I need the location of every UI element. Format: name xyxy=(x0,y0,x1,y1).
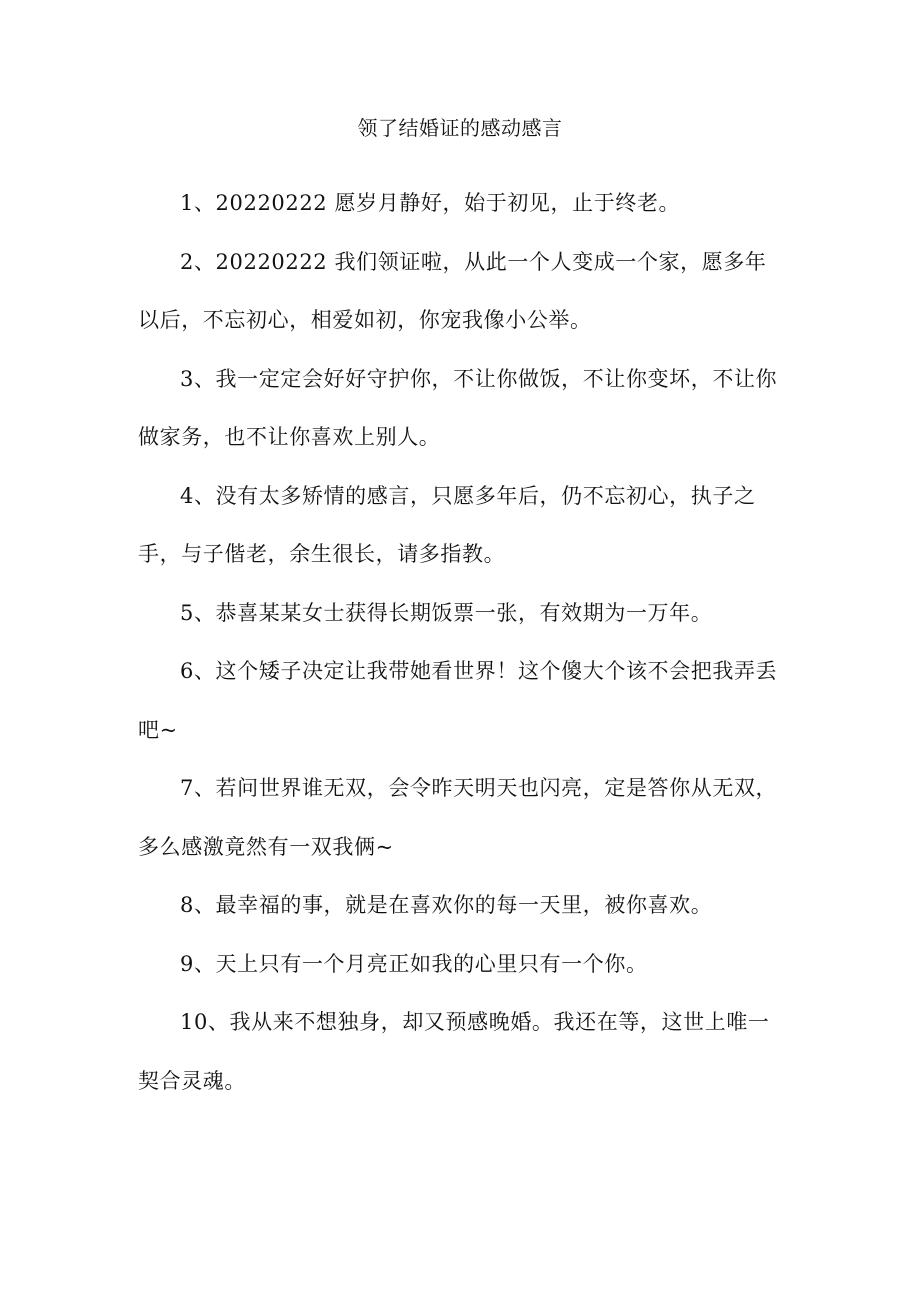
paragraph-9: 9、天上只有一个月亮正如我的心里只有一个你。 xyxy=(180,951,648,976)
paragraph-6: 6、这个矮子决定让我带她看世界！这个傻大个该不会把我弄丢吧~ xyxy=(138,659,778,742)
paragraph-10: 10、我从来不想独身，却又预感晚婚。我还在等，这世上唯一契合灵魂。 xyxy=(138,1010,770,1093)
paragraph-4: 4、没有太多矫情的感言，只愿多年后，仍不忘初心，执子之手，与子偕老，余生很长，请多指教。 xyxy=(138,483,756,566)
paragraph-8: 8、最幸福的事，就是在喜欢你的每一天里，被你喜欢。 xyxy=(180,893,713,917)
paragraph-7: 7、若问世界谁无双，会令昨天明天也闪亮，定是答你从无双，多么感激竟然有一双我俩~ xyxy=(138,776,778,859)
paragraph-2: 2、20220222 我们领证啦，从此一个人变成一个家，愿多年以后，不忘初心，相爱如初，你宠我像小公举。 xyxy=(138,249,767,332)
paragraph-3: 3、我一定定会好好守护你，不让你做饭，不让你变坏，不让你做家务，也不让你喜欢上别人。 xyxy=(138,366,778,449)
document-body xyxy=(138,174,784,1110)
paragraph-5: 5、恭喜某某女士获得长期饭票一张，有效期为一万年。 xyxy=(180,600,713,625)
paragraph-1: 1、20220222 愿岁月静好，始于初见，止于终老。 xyxy=(180,191,681,215)
document-title: 领了结婚证的感动感言 xyxy=(357,116,563,140)
